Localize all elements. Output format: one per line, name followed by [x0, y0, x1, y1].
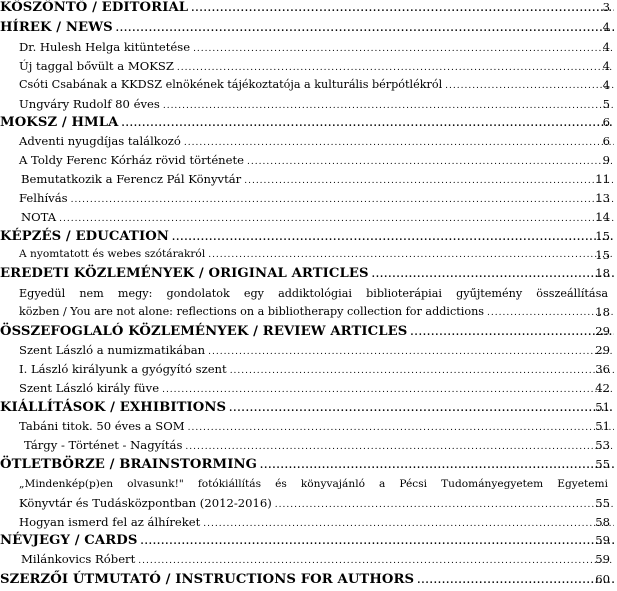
toc-item[interactable]: [0, 343, 617, 357]
dot-leader: [116, 24, 614, 34]
page-number: 14: [595, 210, 610, 224]
dot-leader: [59, 214, 614, 224]
toc-item[interactable]: [0, 552, 617, 566]
item-title: A nyomtatott és webes szótárakról: [19, 248, 206, 260]
page-number: 55: [595, 496, 610, 510]
item-title: Dr. Hulesh Helga kitüntetése: [19, 40, 191, 54]
section-title: NÉVJEGY / CARDS: [0, 533, 138, 548]
toc-item[interactable]: [0, 59, 617, 73]
section-title: KÖSZÖNTŐ / EDITORIAL: [0, 0, 189, 15]
section-title: MOKSZ / HMLA: [0, 115, 119, 130]
dot-leader: [188, 423, 614, 433]
toc-section[interactable]: [0, 533, 617, 548]
item-title: közben / You are not alone: reflections on a bibliotherapy collection for addictions: [19, 305, 485, 318]
item-title: Felhívás: [19, 191, 68, 205]
toc-item[interactable]: [0, 191, 617, 205]
item-title: Új taggal bővült a MOKSZ: [19, 59, 174, 73]
dot-leader: [162, 385, 614, 395]
toc-item[interactable]: [0, 362, 617, 376]
page-number: 58: [595, 515, 610, 529]
dot-leader: [203, 519, 614, 529]
page-number: 59: [595, 552, 610, 566]
page-number: 4: [602, 20, 610, 34]
toc-item[interactable]: [0, 515, 617, 529]
dot-leader: [445, 81, 614, 91]
section-title: HÍREK / NEWS: [0, 20, 113, 35]
toc-item[interactable]: [0, 419, 617, 433]
page-number: 6: [602, 134, 610, 148]
page-number: 18: [595, 266, 610, 280]
toc-item[interactable]: [0, 134, 617, 148]
page-number: 42: [595, 381, 610, 395]
toc-item[interactable]: [0, 248, 617, 260]
toc-section[interactable]: [0, 400, 617, 415]
toc-item[interactable]: [0, 97, 617, 111]
item-title: Tárgy - Történet - Nagyítás: [24, 438, 183, 452]
dot-leader: [140, 537, 614, 547]
dot-leader: [184, 138, 614, 148]
page-number: 36: [595, 362, 610, 376]
item-title: Csóti Csabának a KKDSZ elnökének tájékoztatója a kulturális bérpótlékról: [19, 78, 443, 91]
page-number: 51: [595, 400, 610, 414]
dot-leader: [208, 347, 614, 357]
toc-section[interactable]: [0, 457, 617, 472]
page-number: 53: [595, 438, 610, 452]
toc-item[interactable]: [0, 438, 617, 452]
dot-leader: [230, 366, 614, 376]
page-number: 4: [602, 59, 610, 73]
dot-leader: [177, 63, 614, 73]
toc-item[interactable]: [0, 210, 617, 224]
item-title: Milánkovics Róbert: [21, 552, 136, 566]
toc-item[interactable]: [0, 172, 617, 186]
section-title: SZERZŐI ÚTMUTATÓ / INSTRUCTIONS FOR AUTHORS: [0, 572, 415, 587]
item-title: NOTA: [21, 210, 57, 224]
page-number: 59: [595, 533, 610, 547]
dot-leader: [410, 328, 614, 338]
page-number: 4: [602, 40, 610, 54]
item-title: I. László királyunk a gyógyító szent: [19, 362, 227, 376]
toc-section[interactable]: [0, 115, 617, 130]
toc-item[interactable]: [0, 496, 617, 510]
dot-leader: [185, 442, 614, 452]
dot-leader: [172, 233, 614, 243]
dot-leader: [191, 4, 614, 14]
item-title: Szent László király füve: [19, 381, 160, 395]
item-title: Szent László a numizmatikában: [19, 343, 206, 357]
toc-section[interactable]: [0, 324, 617, 339]
page-number: 11: [595, 172, 610, 186]
dot-leader: [121, 119, 614, 129]
toc-section[interactable]: [0, 0, 617, 15]
dot-leader: [372, 270, 614, 280]
page-number: 13: [595, 191, 610, 205]
dot-leader: [163, 101, 614, 111]
toc-item-line1: „Mindenkép(p)en olvasunk!" fotókiállítás és könyvajánló a Pécsi Tudományegyetem Egyetemi: [19, 478, 608, 490]
page-number: 29: [595, 324, 610, 338]
page-number: 5: [602, 97, 610, 111]
toc-section[interactable]: [0, 229, 617, 244]
dot-leader: [247, 157, 614, 167]
page-number: 15: [595, 229, 610, 243]
dot-leader: [193, 44, 614, 54]
page-number: 29: [595, 343, 610, 357]
dot-leader: [417, 576, 614, 586]
section-title: KÉPZÉS / EDUCATION: [0, 229, 169, 244]
item-title: Ungváry Rudolf 80 éves: [19, 97, 160, 111]
page-number: 55: [595, 457, 610, 471]
dot-leader: [229, 404, 614, 414]
section-title: ÖTLETBÖRZE / BRAINSTORMING: [0, 457, 257, 472]
page-number: 18: [595, 305, 610, 319]
dot-leader: [275, 500, 614, 510]
toc-item[interactable]: [0, 381, 617, 395]
item-title: Bemutatkozik a Ferencz Pál Könyvtár: [21, 172, 242, 186]
toc-item[interactable]: [0, 40, 617, 54]
item-title: Adventi nyugdíjas találkozó: [19, 134, 181, 148]
section-title: ÖSSZEFOGLALÓ KÖZLEMÉNYEK / REVIEW ARTICLES: [0, 324, 408, 339]
dot-leader: [244, 176, 614, 186]
toc-item-line1: Egyedül nem megy: gondolatok egy addiktológiai biblioterápiai gyűjtemény összeállítása: [19, 287, 608, 300]
page-number: 51: [595, 419, 610, 433]
page-number: 15: [595, 248, 610, 262]
item-title: Könyvtár és Tudásközpontban (2012-2016): [19, 496, 272, 510]
toc-section[interactable]: [0, 266, 617, 281]
page-number: 3: [602, 0, 610, 14]
section-title: KIÁLLÍTÁSOK / EXHIBITIONS: [0, 400, 227, 415]
item-title: Tabáni titok. 50 éves a SOM: [19, 419, 185, 433]
dot-leader: [208, 250, 614, 260]
dot-leader: [260, 461, 614, 471]
item-title: A Toldy Ferenc Kórház rövid története: [19, 153, 245, 167]
page-number: 6: [602, 115, 610, 129]
page-number: 4: [602, 78, 610, 92]
page-number: 60: [595, 572, 610, 586]
toc-item[interactable]: [0, 305, 617, 318]
toc-item[interactable]: [0, 78, 617, 91]
item-title: Hogyan ismerd fel az álhíreket: [19, 515, 201, 529]
toc-section[interactable]: [0, 572, 617, 587]
dot-leader: [71, 195, 614, 205]
section-title: EREDETI KÖZLEMÉNYEK / ORIGINAL ARTICLES: [0, 266, 369, 281]
dot-leader: [138, 556, 614, 566]
page-number: 9: [602, 153, 610, 167]
toc-section[interactable]: [0, 20, 617, 35]
toc-item[interactable]: [0, 153, 617, 167]
